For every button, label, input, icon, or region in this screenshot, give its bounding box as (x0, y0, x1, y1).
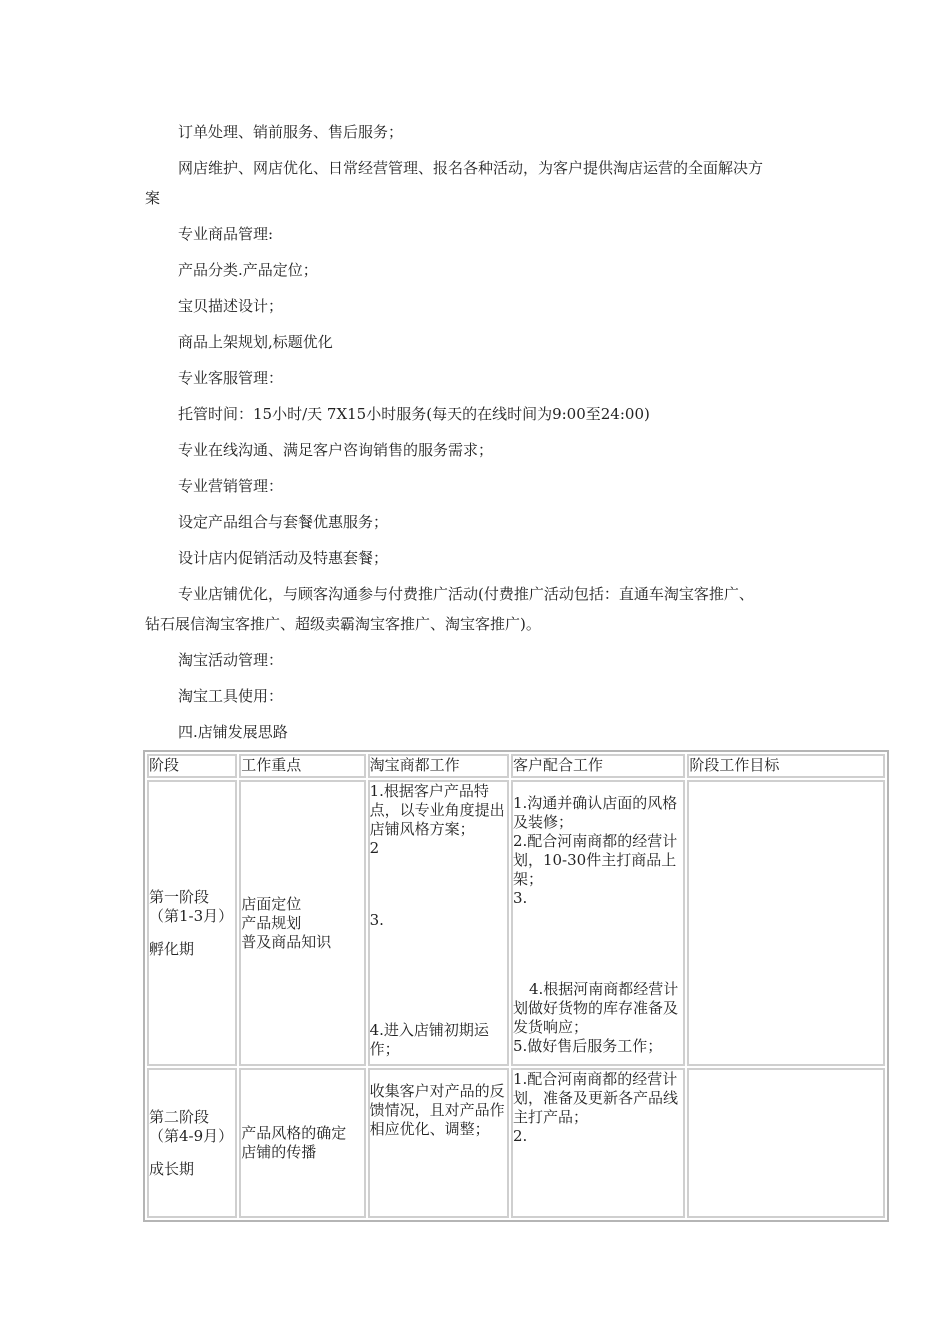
header-goal: 阶段工作目标 (687, 754, 885, 778)
paragraph-continuation: 钻石展信淘宝客推广、超级卖霸淘宝客推广、淘宝客推广)。 (145, 615, 541, 633)
taobao-work-cell: 收集客户对产品的反馈情况，且对产品作相应优化、调整； (368, 1068, 509, 1218)
taobao-work-cell: 1.根据客户产品特点，以专业角度提出店铺风格方案； 2 3. 4.进入店铺初期运作； (368, 780, 509, 1066)
client-work-cell: 1.配合河南商都的经营计划，准备及更新各产品线主打产品； 2. (511, 1068, 685, 1218)
focus-cell: 店面定位 产品规划 普及商品知识 (239, 780, 365, 1066)
paragraph: 专业店铺优化，与顾客沟通参与付费推广活动(付费推广活动包括：直通车淘宝客推广、 (178, 585, 754, 603)
development-plan-table (143, 750, 889, 1222)
paragraph: 专业营销管理： (178, 477, 284, 495)
paragraph: 设定产品组合与套餐优惠服务； (178, 513, 389, 531)
client-work-cell: 1.沟通并确认店面的风格及装修； 2.配合河南商都的经营计划，10-30件主打商品上架； 3. 4.根据河南商都经营计划做好货物的库存准备及发货响应； 5.做好售后服务工作； (511, 780, 685, 1066)
paragraph: 设计店内促销活动及特惠套餐； (178, 549, 389, 567)
stage-cell: 第一阶段 （第1-3月） 孵化期 (147, 780, 237, 1066)
header-client-work: 客户配合工作 (511, 754, 685, 778)
table-header-row (147, 754, 885, 778)
goal-cell (687, 1068, 885, 1218)
header-stage: 阶段 (147, 754, 237, 778)
paragraph-continuation: 案 (145, 189, 161, 207)
paragraph: 淘宝活动管理： (178, 651, 284, 669)
table-row (147, 780, 885, 1066)
paragraph: 产品分类.产品定位； (178, 261, 318, 279)
goal-cell (687, 780, 885, 1066)
paragraph: 专业在线沟通、满足客户咨询销售的服务需求； (178, 441, 494, 459)
header-focus: 工作重点 (239, 754, 365, 778)
paragraph: 商品上架规划,标题优化 (178, 333, 333, 351)
paragraph: 专业商品管理: (178, 225, 274, 243)
paragraph: 网店维护、网店优化、日常经营管理、报名各种活动，为客户提供淘店运营的全面解决方 (178, 159, 764, 177)
paragraph: 专业客服管理： (178, 369, 284, 387)
paragraph: 订单处理、销前服务、售后服务； (178, 123, 404, 141)
focus-cell: 产品风格的确定 店铺的传播 (239, 1068, 365, 1218)
paragraph: 淘宝工具使用： (178, 687, 284, 705)
stage-cell: 第二阶段 （第4-9月） 成长期 (147, 1068, 237, 1218)
paragraph: 宝贝描述设计； (178, 297, 284, 315)
header-taobao-work: 淘宝商都工作 (368, 754, 509, 778)
section-heading: 四.店铺发展思路 (178, 723, 288, 741)
paragraph: 托管时间：15小时/天 7X15小时服务(每天的在线时间为9:00至24:00) (178, 405, 650, 423)
table-row (147, 1068, 885, 1218)
